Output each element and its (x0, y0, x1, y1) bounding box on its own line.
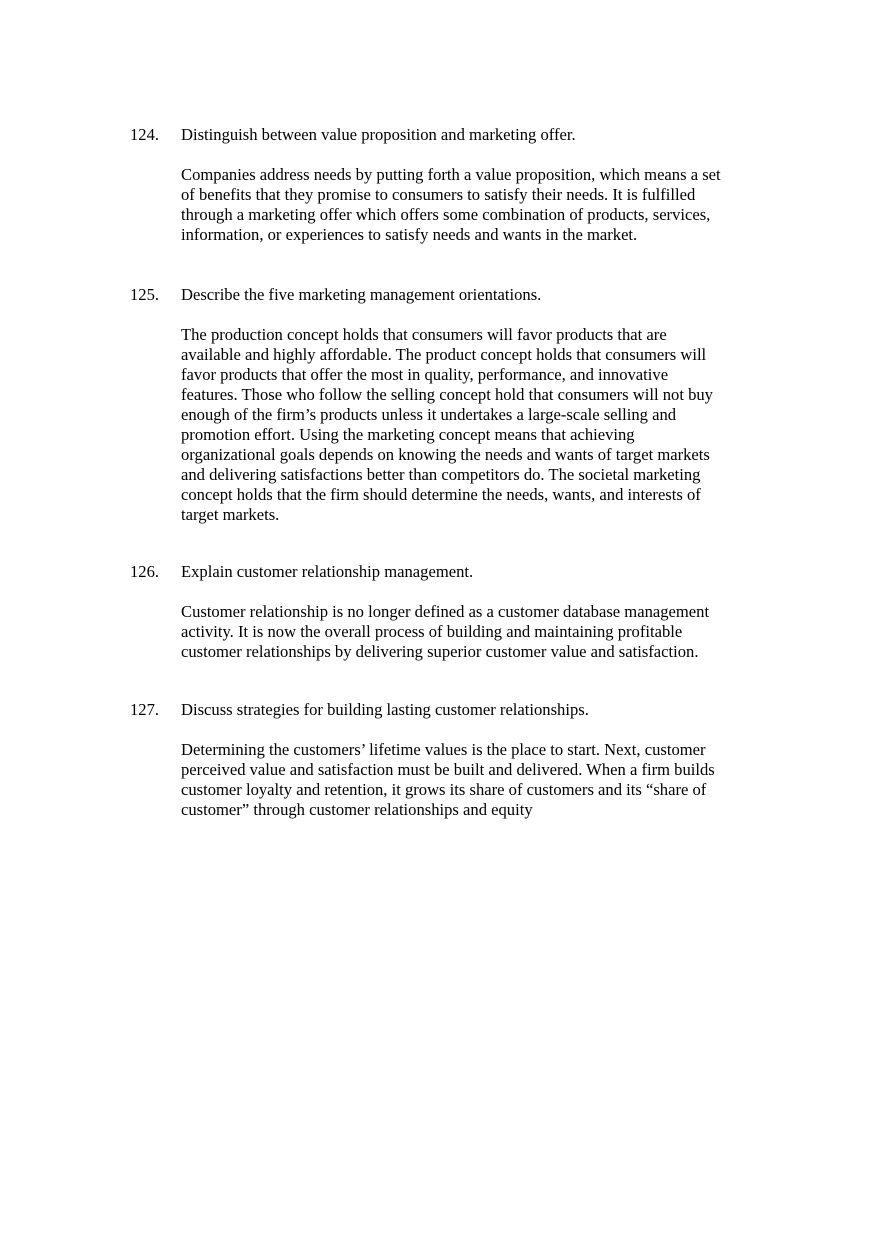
question-text: Distinguish between value proposition and marketing offer. (181, 125, 576, 144)
answer-line: customer loyalty and retention, it grows its share of customers and its “share of (181, 780, 707, 799)
answer-paragraph (181, 740, 715, 820)
question-text: Explain customer relationship management. (181, 562, 474, 581)
answer-line: organizational goals depends on knowing the needs and wants of target markets (181, 445, 710, 464)
answer-line: customer” through customer relationships and equity (181, 800, 533, 819)
question-text: Describe the five marketing management orientations. (181, 285, 542, 304)
answer-line: The production concept holds that consumers will favor products that are (181, 325, 667, 344)
answer-line: information, or experiences to satisfy needs and wants in the market. (181, 225, 638, 244)
answer-paragraph (181, 325, 713, 525)
answer-line: favor products that offer the most in quality, performance, and innovative (181, 365, 669, 384)
answer-line: activity. It is now the overall process of building and maintaining profitable (181, 622, 683, 641)
question-number: 127. (130, 700, 160, 719)
answer-line: Customer relationship is no longer defined as a customer database management (181, 602, 710, 621)
answer-line: Companies address needs by putting forth a value proposition, which means a set (181, 165, 721, 184)
answer-line: perceived value and satisfaction must be built and delivered. When a firm builds (181, 760, 715, 779)
answer-line: available and highly affordable. The product concept holds that consumers will (181, 345, 707, 364)
question-number: 126. (130, 562, 160, 581)
answer-line: through a marketing offer which offers some combination of products, services, (181, 205, 711, 224)
question-text: Discuss strategies for building lasting customer relationships. (181, 700, 589, 719)
answer-line: of benefits that they promise to consumers to satisfy their needs. It is fulfilled (181, 185, 696, 204)
answer-line: enough of the firm’s products unless it undertakes a large-scale selling and (181, 405, 677, 424)
answer-line: Determining the customers’ lifetime values is the place to start. Next, customer (181, 740, 706, 759)
answer-line: target markets. (181, 505, 280, 524)
question-number: 124. (130, 125, 160, 144)
answer-paragraph (181, 165, 721, 245)
answer-line: promotion effort. Using the marketing concept means that achieving (181, 425, 635, 444)
answer-line: and delivering satisfactions better than competitors do. The societal marketing (181, 465, 701, 484)
answer-line: customer relationships by delivering superior customer value and satisfaction. (181, 642, 699, 661)
answer-line: features. Those who follow the selling concept hold that consumers will not buy (181, 385, 713, 404)
answer-line: concept holds that the firm should determine the needs, wants, and interests of (181, 485, 701, 504)
question-number: 125. (130, 285, 160, 304)
answer-paragraph (181, 602, 709, 662)
